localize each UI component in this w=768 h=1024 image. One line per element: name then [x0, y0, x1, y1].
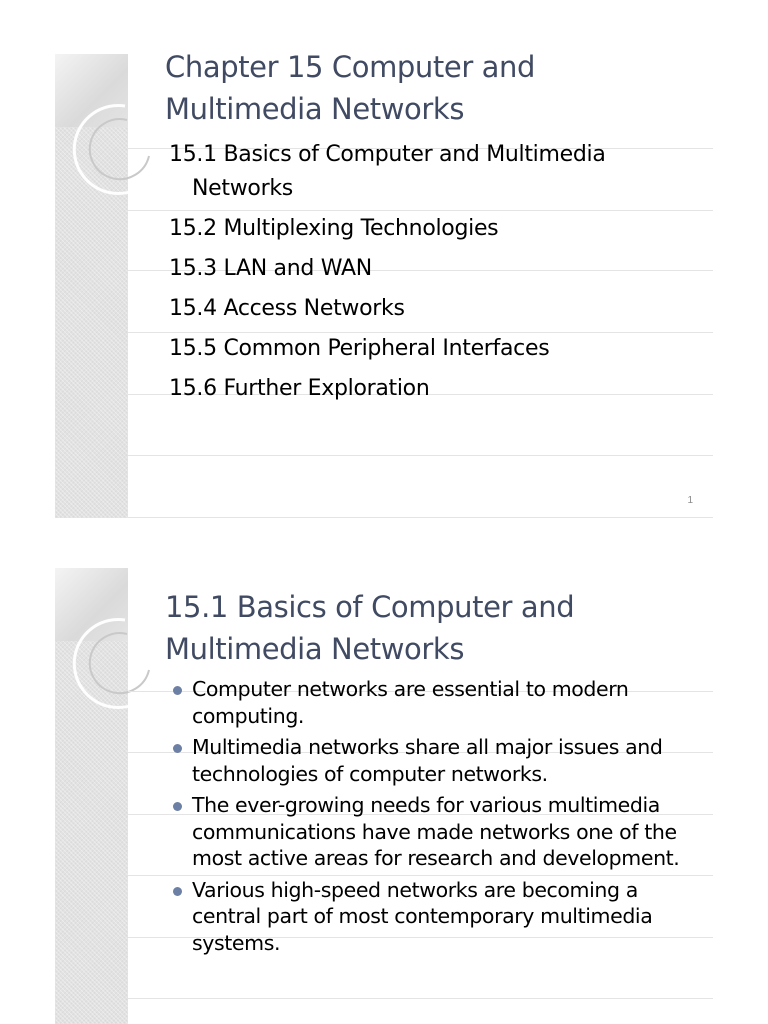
bullet-item [171, 792, 701, 872]
decorative-corner [55, 54, 128, 127]
slide-rule [128, 455, 713, 456]
toc-item: 15.1 Basics of Computer and Multimedia Networks [169, 142, 606, 201]
toc-item: 15.2 Multiplexing Technologies [169, 216, 499, 241]
bullet-item [171, 877, 701, 957]
toc-item: 15.6 Further Exploration [169, 376, 430, 401]
bullet-text: Various high-speed networks are becoming a central part of most contemporary multimedia systems. [192, 877, 653, 955]
bullet-list [171, 676, 701, 961]
slide-2 [55, 568, 713, 1024]
bullet-dot-icon [173, 744, 182, 753]
toc-list [169, 138, 709, 412]
bullet-dot-icon [173, 686, 182, 695]
bullet-text: Multimedia networks share all major issues and technologies of computer networks. [192, 735, 663, 786]
bullet-item [171, 676, 701, 729]
slide-1 [55, 54, 713, 518]
bullet-dot-icon [173, 887, 182, 896]
toc-item: 15.4 Access Networks [169, 296, 405, 321]
bullet-text: Computer networks are essential to modern computing. [192, 677, 629, 728]
toc-item: 15.5 Common Peripheral Interfaces [169, 336, 550, 361]
bullet-item [171, 734, 701, 787]
slide-title: Chapter 15 Computer and Multimedia Networks [165, 54, 536, 126]
toc-item: 15.3 LAN and WAN [169, 256, 372, 281]
slide-title: 15.1 Basics of Computer and Multimedia Networks [165, 590, 575, 666]
bullet-dot-icon [173, 802, 182, 811]
page-number: 1 [687, 495, 693, 506]
slide-rule [128, 998, 713, 999]
slide-rule [128, 517, 713, 518]
decorative-corner [55, 568, 128, 641]
bullet-text: The ever-growing needs for various multimedia communications have made networks one of the most active areas for research and development. [192, 793, 680, 870]
